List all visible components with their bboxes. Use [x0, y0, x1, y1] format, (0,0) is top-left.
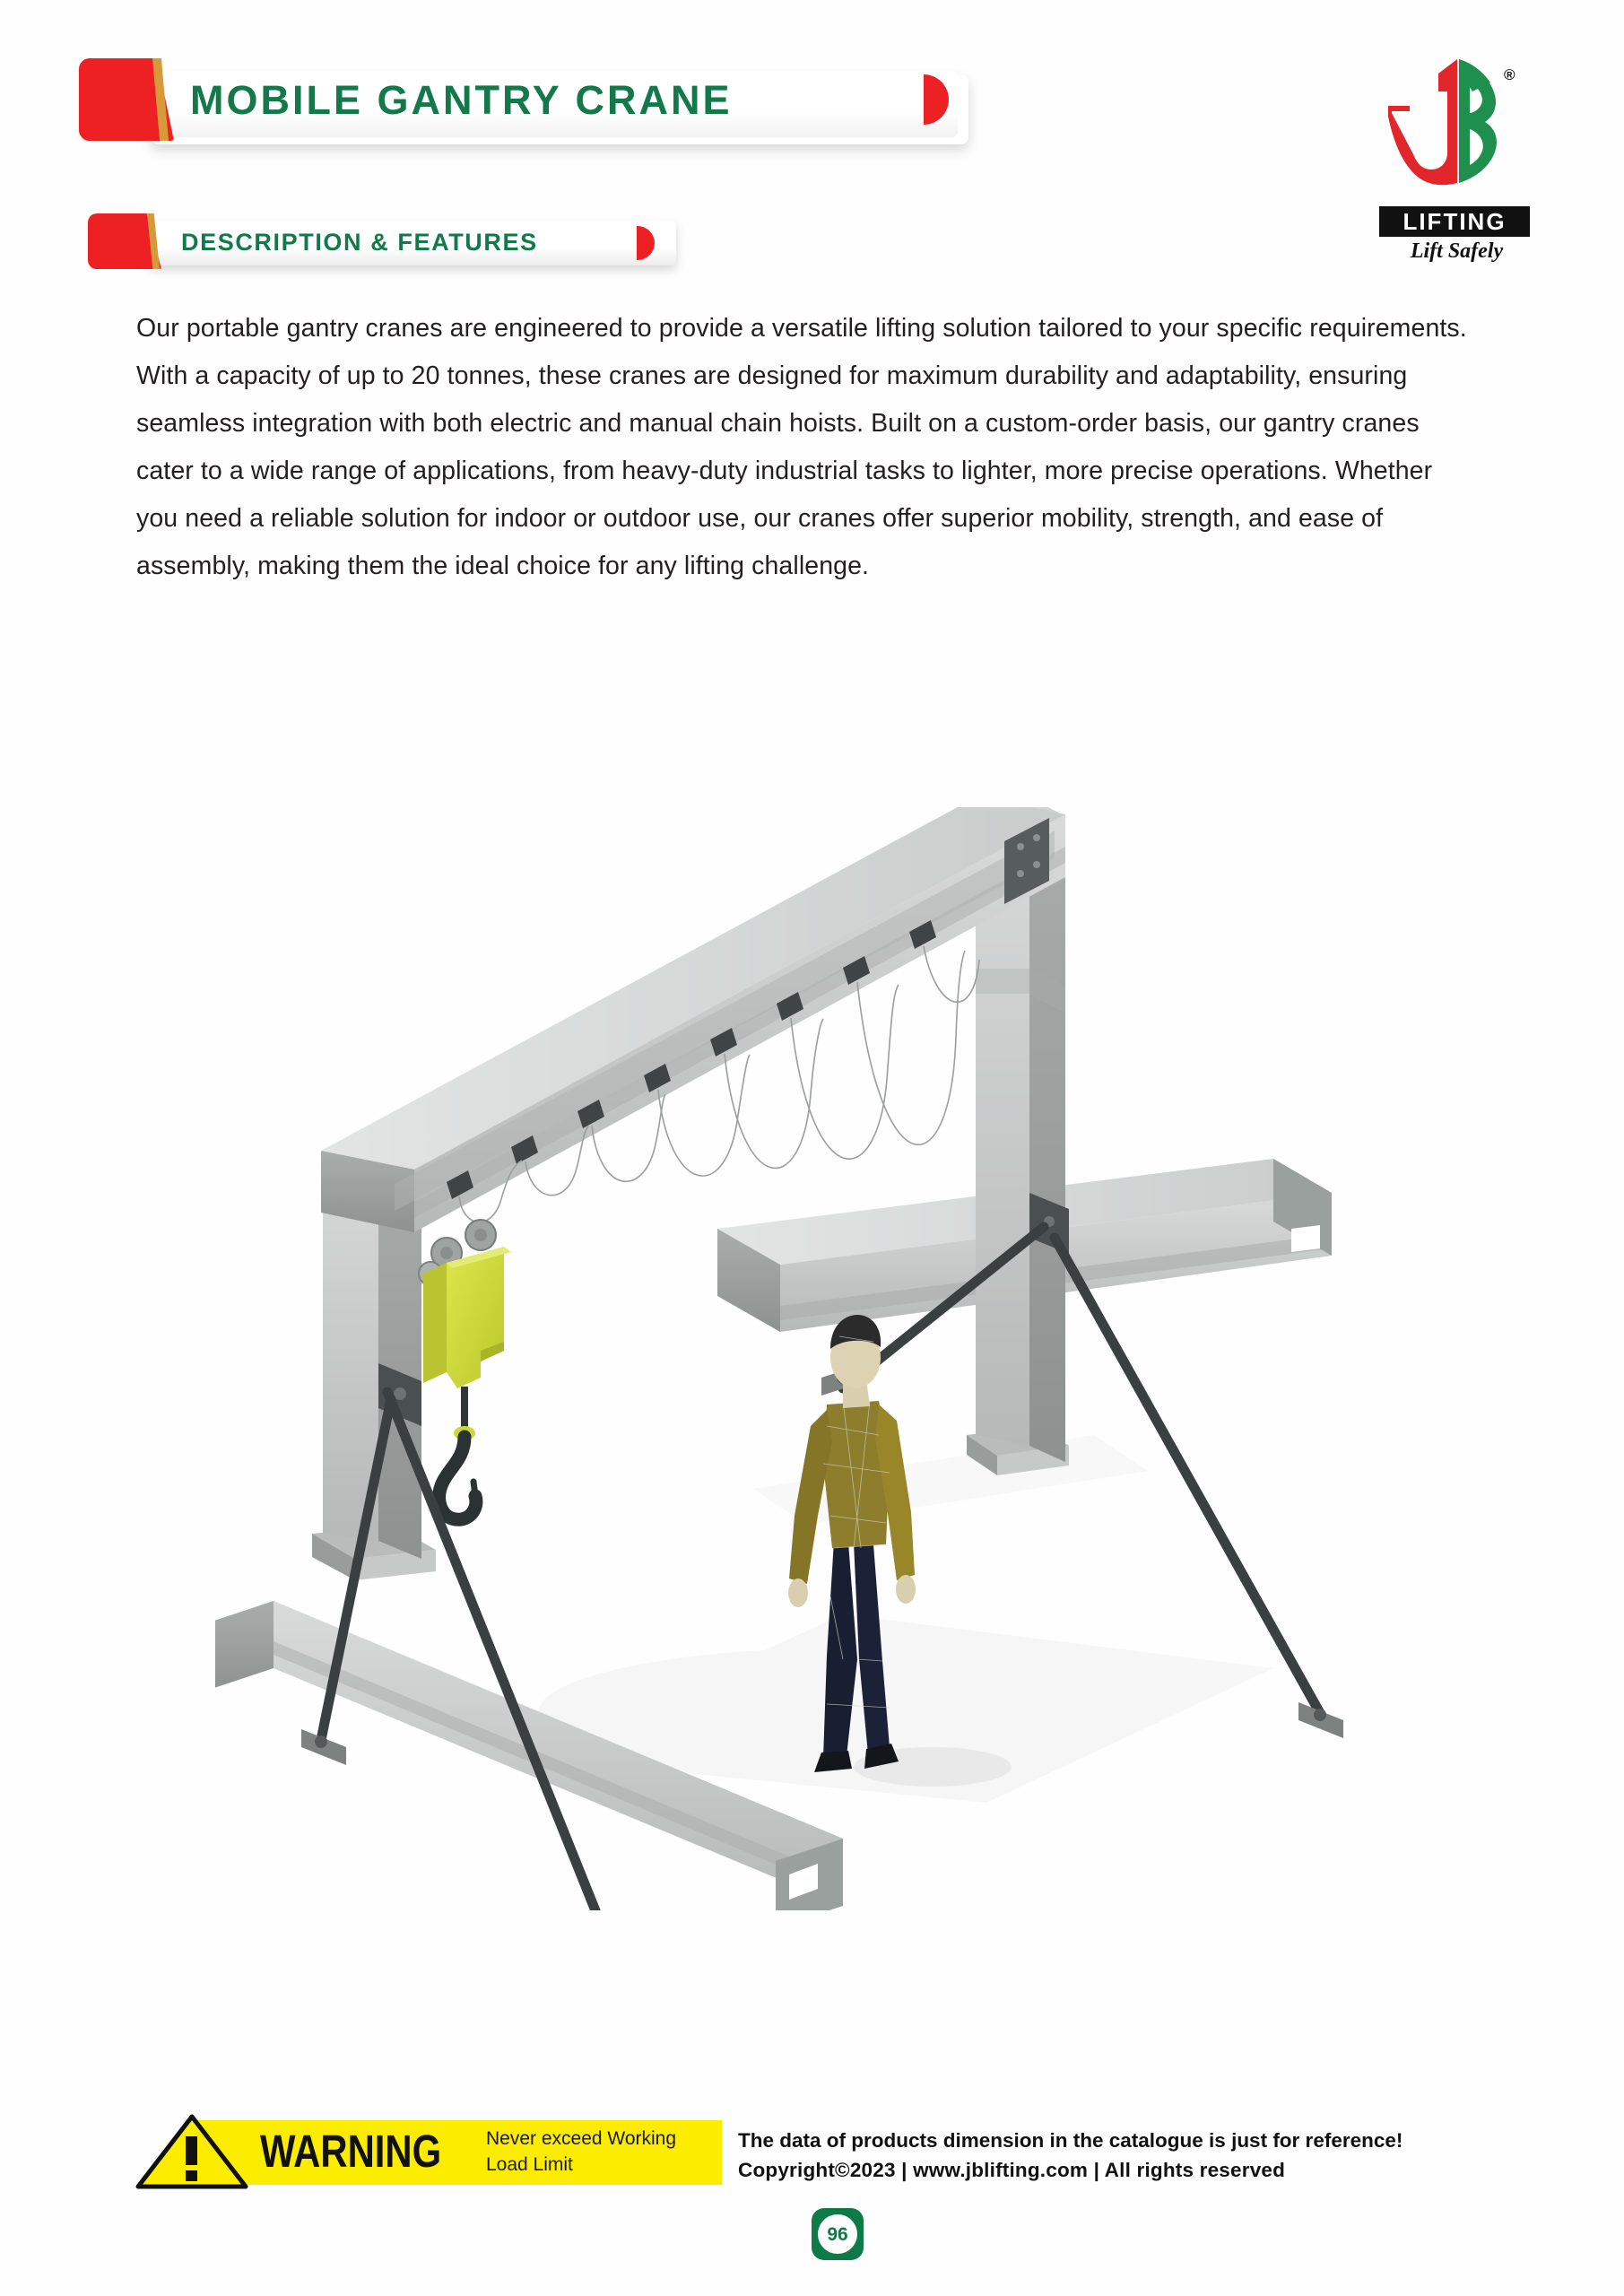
- page-number: 96: [827, 2223, 848, 2245]
- electric-chain-hoist: [423, 1247, 511, 1388]
- warning-label: WARNING: [260, 2126, 442, 2177]
- copyright-line: Copyright©2023 | www.jblifting.com | All rights reserved: [738, 2159, 1286, 2181]
- description-paragraph: Our portable gantry cranes are engineered to provide a versatile lifting solution tailored to your specific requirements. With a capacity of up to 20 tonnes, these cranes are designed for maximum durability and adaptability, ensuring seamless integration with both electric and manual chain hoists. Built on a custom-order basis, our gantry cranes cater to a wide range of applications, from heavy-duty industrial tasks to lighter, more precise operations. Whether you need a reliable solution for indoor or outdoor use, our cranes offer superior mobility, strength, and ease of assembly, making them the ideal choice for any lifting challenge.: [136, 314, 1467, 580]
- page-number-badge: [812, 2208, 864, 2260]
- logo-tagline: Lift Safely: [1410, 239, 1504, 263]
- top-girder-beam: [321, 807, 1065, 1232]
- section-title: DESCRIPTION & FEATURES: [181, 229, 538, 256]
- page-title: MOBILE GANTRY CRANE: [190, 77, 733, 123]
- reference-note: The data of products dimension in the catalogue is just for reference!: [738, 2129, 1403, 2152]
- warning-note: Never exceed Working Load Limit: [486, 2128, 677, 2175]
- logo-wordmark: LIFTING: [1403, 207, 1507, 235]
- warning-banner: [135, 2108, 722, 2196]
- registered-trademark-icon: ®: [1504, 66, 1515, 83]
- warning-triangle-icon: [135, 2113, 249, 2190]
- page-title-banner: [135, 67, 968, 141]
- product-illustration: [215, 807, 1417, 1910]
- lifting-hook: [439, 1387, 476, 1519]
- page-number-ring: [818, 2214, 857, 2254]
- logo-wordmark-box: [1379, 206, 1530, 237]
- brand-logo: [1356, 52, 1567, 276]
- section-title-banner: [135, 219, 673, 269]
- copyright-block: [738, 2126, 1527, 2185]
